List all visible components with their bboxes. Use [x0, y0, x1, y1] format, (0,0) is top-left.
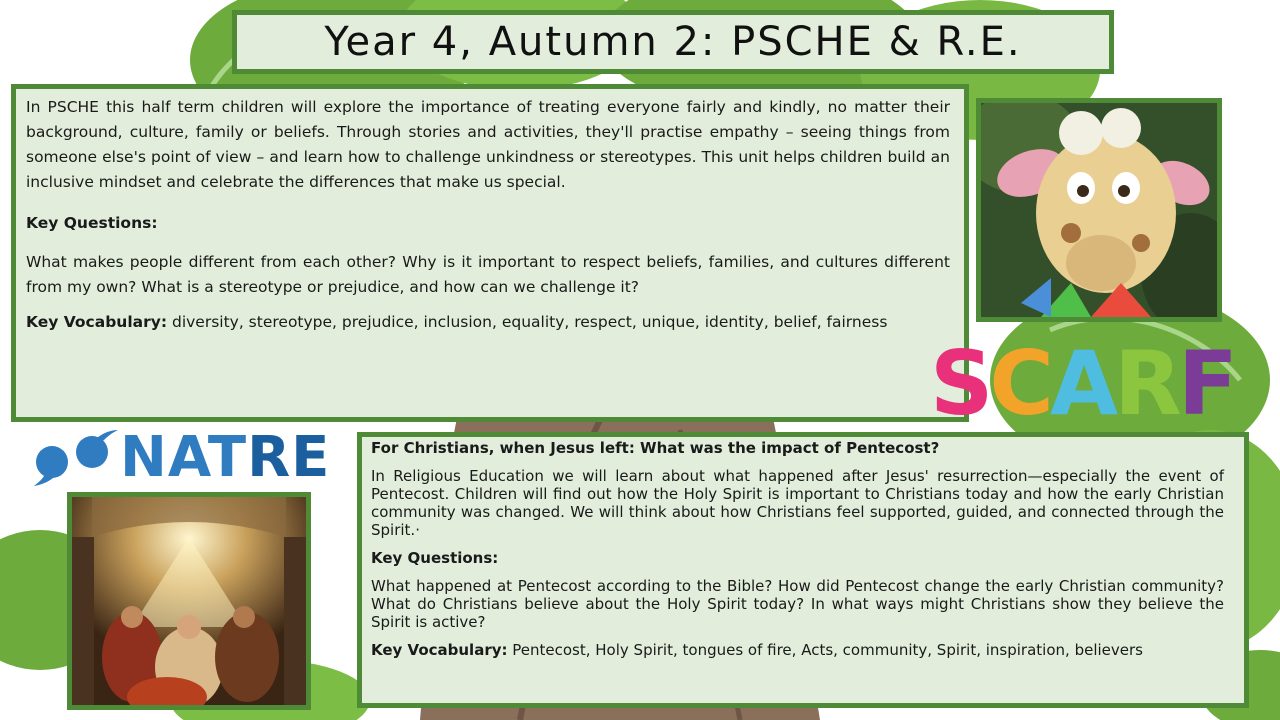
svg-text:SCARF: [930, 336, 1234, 426]
giraffe-puppet-image: [981, 103, 1217, 317]
psche-vocab-heading: Key Vocabulary:: [26, 313, 168, 331]
pentecost-painting-image: [72, 497, 306, 705]
title-banner: [232, 10, 1114, 74]
pentecost-painting: [67, 492, 311, 710]
re-vocab-list: Pentecost, Holy Spirit, tongues of fire, Acts, community, Spirit, inspiration, believers: [507, 641, 1143, 659]
scarf-letter-a: A: [1049, 336, 1115, 426]
psche-intro: In PSCHE this half term children will explore the importance of treating everyone fairly and kindly, no matter their background, culture, family or beliefs. Through stories and activities, they'll practise empathy – seeing things from someone else's point of view – and learn how to challenge unkindness or stereotypes. This unit helps children build an inclusive mindset and celebrate the differences that make us special.: [26, 98, 950, 191]
scarf-letter-c: C: [989, 336, 1050, 426]
scarf-letter-f: F: [1177, 336, 1234, 426]
scarf-letter-s: S: [930, 336, 990, 426]
scarf-letter-r: R: [1114, 336, 1178, 426]
re-vocabulary: [371, 641, 1224, 659]
natre-text-nat: NAT: [120, 425, 248, 490]
re-panel: [357, 432, 1249, 708]
re-heading: For Christians, when Jesus left: What was the impact of Pentecost?: [371, 439, 940, 457]
re-intro: In Religious Education we will learn about what happened after Jesus' resurrection—especially the event of Pentecost. Children will find out how the Holy Spirit is important to Christians today and how the early Christian community was changed. We will think about how Christians feel supported, guided, and connected through the Spirit.·: [371, 467, 1224, 539]
quote-marks-icon: [34, 428, 120, 488]
re-questions: What happened at Pentecost according to the Bible? How did Pentecost change the early Christian community? What do Christians believe about the Holy Spirit today? In what ways might Christians show they believe the Spirit is active?: [371, 577, 1224, 631]
giraffe-puppet-photo: [976, 98, 1222, 322]
psche-vocab-list: diversity, stereotype, prejudice, inclusion, equality, respect, unique, identity, belief, fairness: [167, 313, 888, 331]
natre-wordmark: [120, 425, 331, 490]
psche-questions: What makes people different from each other? Why is it important to respect beliefs, families, and cultures different from my own? What is a stereotype or prejudice, and how can we challenge it?: [26, 253, 950, 296]
page-title: Year 4, Autumn 2: PSCHE & R.E.: [324, 19, 1022, 65]
natre-logo: [34, 425, 344, 490]
psche-vocabulary: [26, 310, 950, 335]
scarf-logo: [930, 336, 1250, 426]
psche-questions-heading: Key Questions:: [26, 214, 158, 232]
psche-panel: [11, 84, 969, 422]
re-vocab-heading: Key Vocabulary:: [371, 641, 508, 659]
natre-text-re: RE: [247, 425, 331, 490]
re-questions-heading: Key Questions:: [371, 549, 499, 567]
